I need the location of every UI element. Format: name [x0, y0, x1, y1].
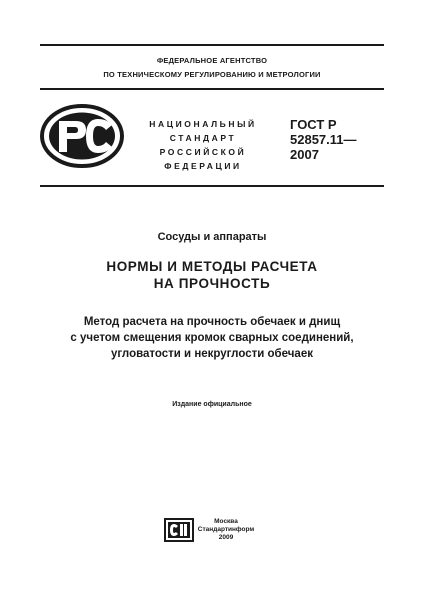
title-line-1: НОРМЫ И МЕТОДЫ РАСЧЕТА	[106, 259, 318, 274]
agency-line-1: ФЕДЕРАЛЬНОЕ АГЕНТСТВО	[156, 56, 268, 65]
agency-rule	[40, 88, 384, 90]
rst-certification-logo-icon	[40, 104, 124, 168]
standartinform-logo-icon	[164, 518, 194, 542]
header-rule	[40, 185, 384, 187]
publisher-info	[196, 518, 256, 542]
publisher-year: 2009	[218, 534, 234, 541]
subtitle-line-3: угловатости и некруглости обечаек	[111, 348, 313, 360]
publisher-name: Стандартинформ	[197, 526, 255, 533]
document-subject: Сосуды и аппараты	[157, 231, 267, 243]
standard-type-line-1: НАЦИОНАЛЬНЫЙ	[149, 119, 257, 129]
designation-line-1: ГОСТ Р	[290, 117, 337, 132]
designation-line-3: 2007	[290, 147, 319, 162]
agency-line-2: ПО ТЕХНИЧЕСКОМУ РЕГУЛИРОВАНИЮ И МЕТРОЛОГИИ	[103, 70, 321, 79]
subtitle-line-2: с учетом смещения кромок сварных соединений,	[70, 332, 354, 344]
document-title	[0, 258, 424, 292]
standard-type-line-4: ФЕДЕРАЦИИ	[164, 161, 242, 171]
standard-type	[138, 117, 268, 173]
publisher-city: Москва	[214, 518, 238, 525]
document-subtitle	[0, 314, 424, 362]
subtitle-line-1: Метод расчета на прочность обечаек и днищ	[83, 316, 341, 328]
standard-type-line-3: РОССИЙСКОЙ	[159, 147, 247, 157]
agency-header	[40, 54, 384, 82]
title-line-2: НА ПРОЧНОСТЬ	[153, 276, 271, 291]
standard-type-line-2: СТАНДАРТ	[169, 133, 237, 143]
edition-note: Издание официальное	[172, 401, 252, 408]
standard-designation	[290, 117, 357, 162]
top-rule	[40, 44, 384, 46]
designation-line-2: 52857.11—	[290, 132, 357, 147]
